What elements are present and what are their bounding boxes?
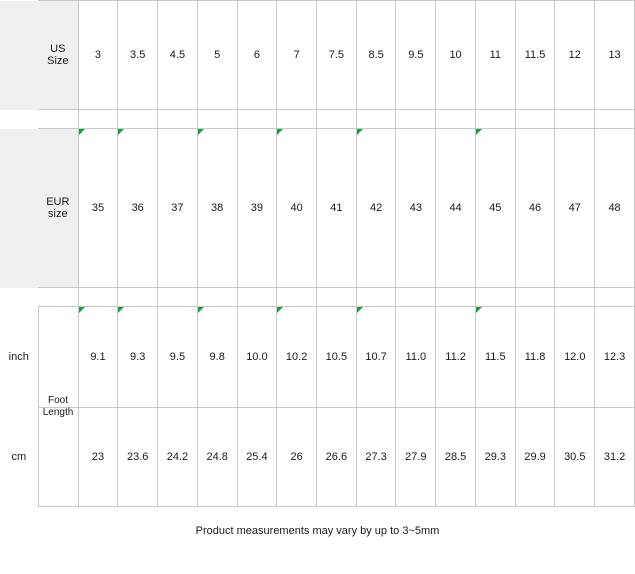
cell-us-4: 6 [237, 1, 277, 110]
cell-eur-1: 36 [118, 129, 158, 288]
row-label-eur-size: EUR size [38, 129, 78, 288]
spacer-1-9 [436, 110, 476, 129]
spacer-1-0 [78, 110, 118, 129]
cell-eur-6: 41 [317, 129, 357, 288]
cell-inch-3: 9.8 [197, 307, 237, 408]
spacer-1-12 [555, 110, 595, 129]
cell-eur-8: 43 [396, 129, 436, 288]
cell-cm-1: 23.6 [118, 408, 158, 507]
cell-cm-12: 30.5 [555, 408, 595, 507]
cell-us-7: 8.5 [356, 1, 396, 110]
cell-inch-5: 10.2 [277, 307, 317, 408]
spacer-1-4 [237, 110, 277, 129]
cell-eur-11: 46 [515, 129, 555, 288]
cell-inch-9: 11.2 [436, 307, 476, 408]
cell-cm-2: 24.2 [158, 408, 198, 507]
cell-eur-4: 39 [237, 129, 277, 288]
cell-inch-0: 9.1 [78, 307, 118, 408]
table-row-spacer-1 [0, 110, 635, 129]
spacer-2-2 [158, 288, 198, 307]
cell-cm-8: 27.9 [396, 408, 436, 507]
cell-inch-4: 10.0 [237, 307, 277, 408]
cell-cm-7: 27.3 [356, 408, 396, 507]
cell-inch-7: 10.7 [356, 307, 396, 408]
spacer-2-9 [436, 288, 476, 307]
row-label-cm: cm [0, 408, 38, 507]
spacer-1-13 [595, 110, 635, 129]
cell-eur-7: 42 [356, 129, 396, 288]
spacer-corner-1 [0, 110, 38, 129]
spacer-1-6 [317, 110, 357, 129]
spacer-2-6 [317, 288, 357, 307]
cell-inch-13: 12.3 [595, 307, 635, 408]
cell-cm-4: 25.4 [237, 408, 277, 507]
table-row-cm [0, 408, 635, 507]
spacer-1-3 [197, 110, 237, 129]
cell-cm-11: 29.9 [515, 408, 555, 507]
table-row-us-size [0, 1, 635, 110]
cell-eur-0: 35 [78, 129, 118, 288]
row-label-inch: inch [0, 307, 38, 408]
spacer-1-7 [356, 110, 396, 129]
table-row-inch [0, 307, 635, 408]
cell-cm-3: 24.8 [197, 408, 237, 507]
row-corner-spacer-eur [0, 129, 38, 288]
table-row-eur-size [0, 129, 635, 288]
cell-cm-10: 29.3 [475, 408, 515, 507]
group-label-foot-line1: Foot [47, 395, 68, 406]
cell-cm-0: 23 [78, 408, 118, 507]
cell-inch-1: 9.3 [118, 307, 158, 408]
spacer-2-1 [118, 288, 158, 307]
footnote-text: Product measurements may vary by up to 3~5mm [195, 525, 440, 537]
spacer-2-13 [595, 288, 635, 307]
group-label-cell-foot-length [38, 307, 78, 408]
cell-eur-13: 48 [595, 129, 635, 288]
cell-cm-13: 31.2 [595, 408, 635, 507]
spacer-2-12 [555, 288, 595, 307]
cell-inch-12: 12.0 [555, 307, 595, 408]
spacer-1-2 [158, 110, 198, 129]
spacer-1-10 [475, 110, 515, 129]
cell-inch-10: 11.5 [475, 307, 515, 408]
spacer-2-0 [78, 288, 118, 307]
spacer-label-1 [38, 110, 78, 129]
cell-cm-5: 26 [277, 408, 317, 507]
spacer-corner-2 [0, 288, 38, 307]
cell-eur-12: 47 [555, 129, 595, 288]
spacer-1-11 [515, 110, 555, 129]
spacer-2-3 [197, 288, 237, 307]
cell-us-12: 12 [555, 1, 595, 110]
spacer-2-5 [277, 288, 317, 307]
cell-eur-10: 45 [475, 129, 515, 288]
cell-inch-6: 10.5 [317, 307, 357, 408]
cell-us-10: 11 [475, 1, 515, 110]
cell-cm-9: 28.5 [436, 408, 476, 507]
cell-inch-2: 9.5 [158, 307, 198, 408]
cell-inch-8: 11.0 [396, 307, 436, 408]
cell-us-0: 3 [78, 1, 118, 110]
spacer-2-7 [356, 288, 396, 307]
spacer-2-8 [396, 288, 436, 307]
cell-eur-9: 44 [436, 129, 476, 288]
cell-us-1: 3.5 [118, 1, 158, 110]
cell-us-13: 13 [595, 1, 635, 110]
spacer-2-11 [515, 288, 555, 307]
spacer-1-8 [396, 110, 436, 129]
cell-us-2: 4.5 [158, 1, 198, 110]
cell-us-8: 9.5 [396, 1, 436, 110]
table-row-spacer-2 [0, 288, 635, 307]
cell-inch-11: 11.8 [515, 307, 555, 408]
cell-us-9: 10 [436, 1, 476, 110]
cell-cm-6: 26.6 [317, 408, 357, 507]
spacer-1-5 [277, 110, 317, 129]
cell-us-6: 7.5 [317, 1, 357, 110]
group-label-cell-spacer [38, 408, 78, 507]
cell-eur-3: 38 [197, 129, 237, 288]
spacer-label-2 [38, 288, 78, 307]
row-corner-spacer-us [0, 1, 38, 110]
spacer-2-10 [475, 288, 515, 307]
cell-us-3: 5 [197, 1, 237, 110]
spacer-1-1 [118, 110, 158, 129]
cell-eur-2: 37 [158, 129, 198, 288]
group-label-foot-line2: Length [42, 407, 74, 418]
row-label-us-size: US Size [38, 1, 78, 110]
cell-eur-5: 40 [277, 129, 317, 288]
spacer-2-4 [237, 288, 277, 307]
cell-us-11: 11.5 [515, 1, 555, 110]
cell-us-5: 7 [277, 1, 317, 110]
